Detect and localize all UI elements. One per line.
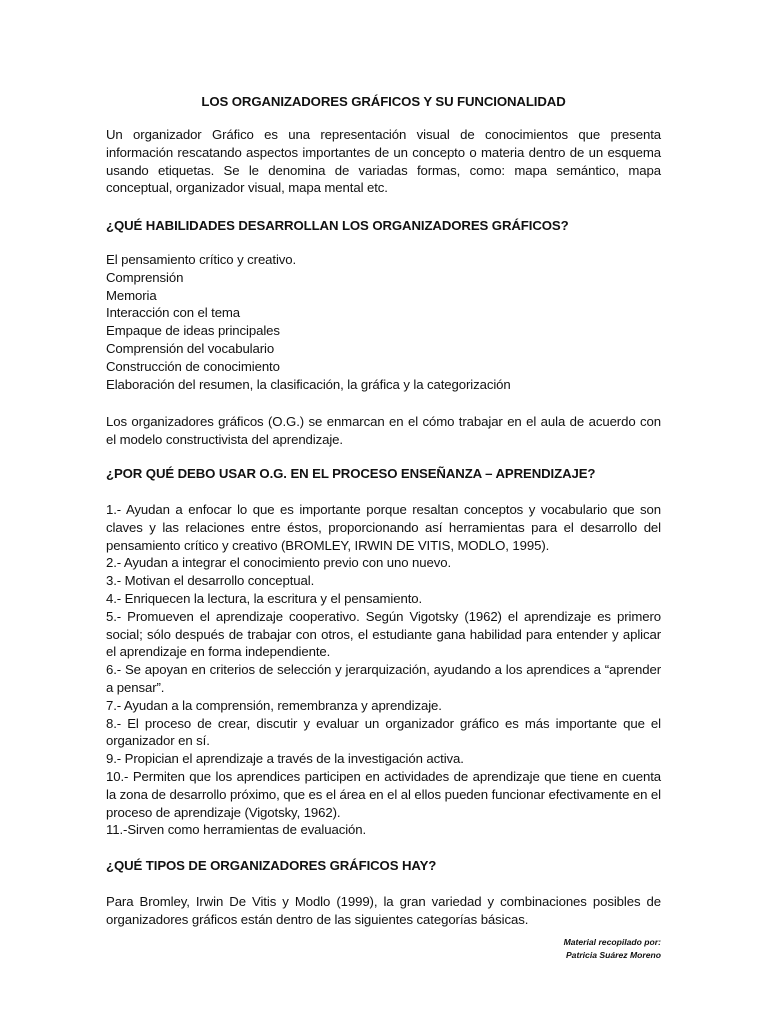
skills-list bbox=[106, 251, 661, 393]
list-item: Interacción con el tema bbox=[106, 305, 241, 321]
list-item: Elaboración del resumen, la clasificación, la gráfica y la categorización bbox=[106, 376, 511, 392]
footer-author: Patricia Suárez Moreno bbox=[565, 950, 661, 960]
section-heading-types: ¿QUÉ TIPOS DE ORGANIZADORES GRÁFICOS HAY? bbox=[106, 858, 437, 873]
list-item: 4.- Enriquecen la lectura, la escritura y el pensamiento. bbox=[106, 590, 423, 606]
list-item: El pensamiento crítico y creativo. bbox=[106, 252, 297, 267]
list-item: 8.- El proceso de crear, discutir y evaluar un organizador gráfico es más importante que el organizador en sí. bbox=[106, 715, 661, 749]
list-item: 7.- Ayudan a la comprensión, remembranza y aprendizaje. bbox=[106, 697, 442, 713]
intro-paragraph: Un organizador Gráfico es una representación visual de conocimientos que presenta información rescatando aspectos importantes de un concepto o materia dentro de un esquema usando etiquetas. Se le denomina de variadas formas, como: mapa semántico, mapa conceptual, organizador visual, mapa mental etc. bbox=[106, 127, 661, 196]
list-item: 9.- Propician el aprendizaje a través de la investigación activa. bbox=[106, 751, 464, 767]
footer-line-1: Material recopilado por: bbox=[563, 937, 661, 947]
list-item: Memoria bbox=[106, 287, 157, 303]
types-paragraph: Para Bromley, Irwin De Vitis y Modlo (1999), la gran variedad y combinaciones posibles de organizadores gráficos están dentro de las siguientes categorías básicas. bbox=[106, 894, 661, 927]
list-item: 1.- Ayudan a enfocar lo que es importante porque resaltan conceptos y vocabulario que son claves y las relaciones entre éstos, proporcionando así herramientas para el desarrollo del pensamiento crítico y creativo (BROMLEY, IRWIN DE VITIS, MODLO, 1995). bbox=[106, 502, 661, 553]
document-title: LOS ORGANIZADORES GRÁFICOS Y SU FUNCIONALIDAD bbox=[201, 94, 566, 109]
list-item: 10.- Permiten que los aprendices participen en actividades de aprendizaje que tiene en cuenta la zona de desarrollo próximo, que es el área en el al ellos pueden funcionar efectivamente en el proceso de aprendizaje (Vigotsky, 1962). bbox=[106, 768, 661, 820]
list-item: 11.-Sirven como herramientas de evaluación. bbox=[106, 822, 367, 838]
footer-credit bbox=[564, 936, 661, 962]
list-item: Empaque de ideas principales bbox=[106, 323, 280, 339]
list-item: 5.- Promueven el aprendizaje cooperativo. Según Vigotsky (1962) el aprendizaje es primero social; sólo después de trabajar con otros, el estudiante gana habilidad para entender y aplicar el aprendizaje en forma independiente. bbox=[106, 608, 661, 660]
list-item: Comprensión bbox=[106, 269, 184, 285]
list-item: Construcción de conocimiento bbox=[106, 358, 280, 374]
reasons-list bbox=[106, 501, 661, 839]
list-item: 3.- Motivan el desarrollo conceptual. bbox=[106, 573, 315, 589]
list-item: 6.- Se apoyan en criterios de selección y jerarquización, ayudando a los aprendices a “aprender a pensar”. bbox=[106, 662, 661, 695]
constructivist-paragraph: Los organizadores gráficos (O.G.) se enmarcan en el cómo trabajar en el aula de acuerdo con el modelo constructivista del aprendizaje. bbox=[106, 414, 661, 447]
list-item: 2.- Ayudan a integrar el conocimiento previo con uno nuevo. bbox=[106, 555, 452, 571]
list-item: Comprensión del vocabulario bbox=[106, 340, 275, 356]
section-heading-skills: ¿QUÉ HABILIDADES DESARROLLAN LOS ORGANIZADORES GRÁFICOS? bbox=[106, 218, 569, 233]
section-heading-why: ¿POR QUÉ DEBO USAR O.G. EN EL PROCESO ENSEÑANZA – APRENDIZAJE? bbox=[106, 466, 596, 481]
